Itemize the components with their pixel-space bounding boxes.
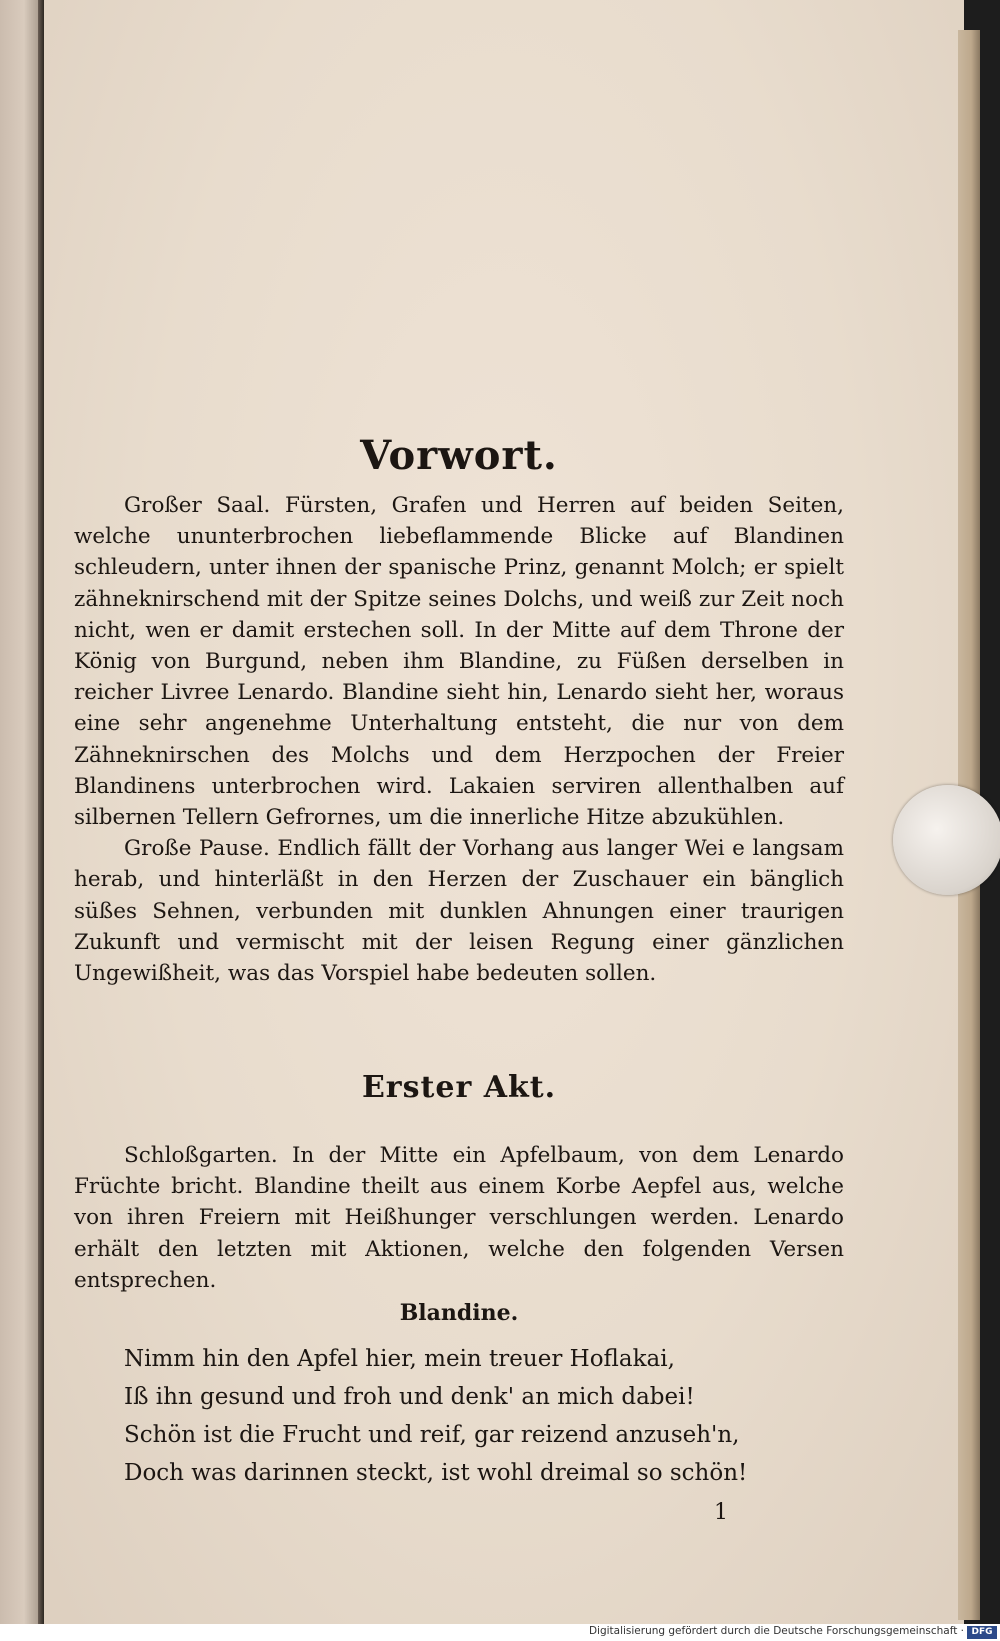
page-number: 1 [714, 1500, 728, 1525]
verse-line: Iß ihn gesund und froh und denk' an mich dabei! [124, 1384, 695, 1410]
funding-credit: Digitalisierung gefördert durch die Deutsche Forschungsgemeinschaft · [588, 1625, 964, 1637]
preface-text [74, 490, 844, 989]
dfg-logo: DFG [967, 1626, 997, 1639]
stage-direction-text: Schloßgarten. In der Mitte ein Apfelbaum, von dem Lenardo Früchte bricht. Blandine theilt aus einem Korbe Aepfel aus, welche von ihren Freiern mit Heißhunger verschlungen werden. Lenardo erhält den letzten mit Aktionen, welche den folgenden Versen entsprechen. [74, 1143, 844, 1293]
verse-line: Schön ist die Frucht und reif, gar reizend anzuseh'n, [124, 1422, 740, 1448]
preface-heading: Vorwort. [360, 432, 558, 479]
facing-page-strip [0, 0, 40, 1641]
verse-line: Doch was darinnen steckt, ist wohl dreimal so schön! [124, 1460, 748, 1486]
preface-paragraph: Großer Saal. Fürsten, Grafen und Herren auf beiden Seiten, welche ununterbrochen liebeflammende Blicke auf Blandinen schleudern, unter ihnen der spanische Prinz, genannt Molch; er spielt zähneknirschend mit der Spitze seines Dolchs, und weiß zur Zeit noch nicht, wen er damit erstechen soll. In der Mitte auf dem Throne der König von Burgund, neben ihm Blandine, zu Füßen derselben in reicher Livree Lenardo. Blandine sieht hin, Lenardo sieht her, woraus eine sehr angenehme Unterhaltung entsteht, die nur von dem Zähneknirschen des Molchs und dem Herzpochen der Freier Blandinens unterbrochen wird. Lakaien serviren allenthalben auf silbernen Tellern Gefrornes, um die innerliche Hitze abzukühlen. [74, 493, 844, 831]
act-heading: Erster Akt. [361, 1070, 557, 1105]
stage-direction [74, 1140, 844, 1296]
preface-paragraph: Große Pause. Endlich fällt der Vorhang aus langer Wei e langsam herab, und hinterläßt in den Herzen der Zuschauer ein bänglich süßes Sehnen, verbunden mit dunklen Ahnungen einer traurigen Zukunft und vermischt mit der leisen Regung einer gänzlichen Ungewißheit, was das Vorspiel habe bedeuten sollen. [74, 836, 844, 987]
verse-line: Nimm hin den Apfel hier, mein treuer Hoflakai, [124, 1346, 675, 1372]
speaker-name: Blandine. [399, 1300, 519, 1326]
verse-block [124, 1340, 844, 1492]
page-tab-marker [893, 785, 1000, 895]
